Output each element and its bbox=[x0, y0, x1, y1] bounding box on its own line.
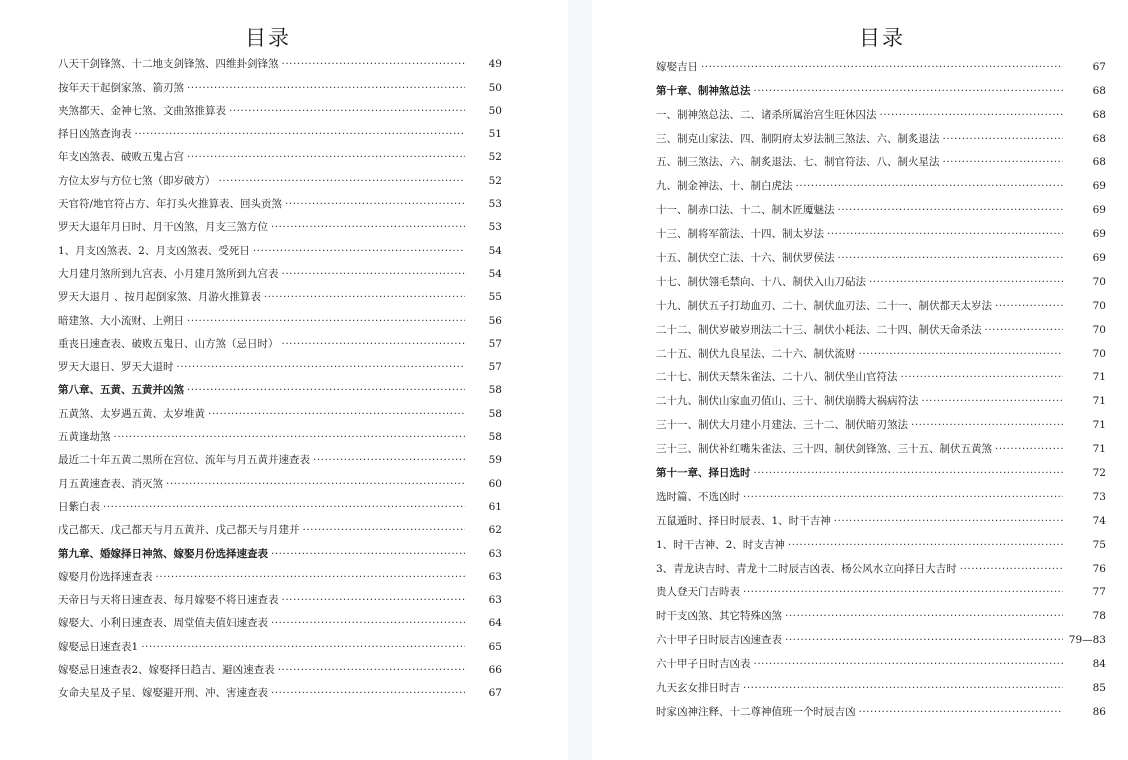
toc-entry-title: 大月建月煞所到九宫表、小月建月煞所到九宫表 bbox=[58, 267, 279, 280]
toc-entry bbox=[656, 623, 1106, 647]
toc-entry-title: 嫁娶大、小利日速查表、周堂值夫值妇速查表 bbox=[58, 617, 268, 630]
toc-entry-page: 57 bbox=[488, 337, 502, 350]
toc-entry-title: 第九章、婚嫁择日神煞、嫁娶月份选择速查表 bbox=[58, 547, 268, 560]
toc-entry-page: 71 bbox=[1092, 443, 1106, 456]
toc-entry-page: 77 bbox=[1092, 586, 1106, 599]
toc-entry bbox=[656, 122, 1106, 146]
toc-leader-dots bbox=[754, 467, 1064, 480]
toc-entry bbox=[58, 514, 502, 537]
toc-entry-title: 第十章、制神煞总法 bbox=[656, 84, 751, 97]
toc-entry bbox=[656, 695, 1106, 719]
toc-entry bbox=[656, 528, 1106, 552]
toc-entry bbox=[656, 265, 1106, 289]
toc-leader-dots bbox=[796, 180, 1064, 193]
toc-entry-title: 罗天大退月 、按月起倒家煞、月游火推算表 bbox=[58, 291, 261, 304]
toc-entry bbox=[58, 491, 502, 514]
toc-entry-page: 68 bbox=[1092, 132, 1106, 145]
toc-entry-page: 73 bbox=[1092, 490, 1106, 503]
toc-entry bbox=[58, 71, 502, 94]
toc-entry-page: 58 bbox=[488, 407, 502, 420]
toc-entry-page: 71 bbox=[1092, 395, 1106, 408]
left-toc-list bbox=[58, 48, 502, 700]
toc-entry bbox=[58, 630, 502, 653]
toc-entry-page: 79—83 bbox=[1068, 634, 1106, 647]
toc-entry-page: 60 bbox=[488, 477, 502, 490]
toc-leader-dots bbox=[743, 682, 1063, 695]
toc-entry-title: 嫁娶月份选择速查表 bbox=[58, 570, 153, 583]
toc-entry bbox=[656, 576, 1106, 600]
toc-entry-title: 嫁娶忌日速查表2、嫁娶择日趋吉、避凶速查表 bbox=[58, 664, 275, 677]
toc-leader-dots bbox=[135, 128, 466, 141]
toc-entry-page: 52 bbox=[488, 151, 502, 164]
toc-entry bbox=[656, 384, 1106, 408]
toc-leader-dots bbox=[271, 548, 465, 561]
toc-leader-dots bbox=[271, 687, 465, 700]
toc-entry-page: 55 bbox=[488, 291, 502, 304]
toc-entry-page: 63 bbox=[488, 547, 502, 560]
toc-entry-title: 月五黄速查表、消灭煞 bbox=[58, 477, 163, 490]
toc-entry bbox=[58, 397, 502, 420]
toc-leader-dots bbox=[187, 384, 465, 397]
toc-leader-dots bbox=[219, 175, 466, 188]
toc-entry bbox=[58, 304, 502, 327]
page-gutter bbox=[568, 0, 592, 760]
toc-leader-dots bbox=[943, 133, 1064, 146]
toc-leader-dots bbox=[859, 348, 1064, 361]
toc-entry-title: 六十甲子日时吉凶表 bbox=[656, 658, 751, 671]
toc-leader-dots bbox=[788, 539, 1063, 552]
toc-entry-title: 一、制神煞总法、二、诸杀所属治宫生旺休囚法 bbox=[656, 108, 877, 121]
toc-entry-title: 1、时干吉神、2、时支吉神 bbox=[656, 538, 785, 551]
toc-entry-title: 最近二十年五黄二黑所在宫位、流年与月五黄并速查表 bbox=[58, 454, 310, 467]
toc-entry-title: 十七、制伏翎毛禁向、十八、制伏入山刀砧法 bbox=[656, 275, 866, 288]
toc-entry-title: 十五、制伏空亡法、十六、制伏罗侯法 bbox=[656, 252, 835, 265]
toc-entry-page: 85 bbox=[1092, 682, 1106, 695]
toc-entry-title: 方位太岁与方位七煞（即岁破方） bbox=[58, 174, 216, 187]
toc-entry bbox=[58, 537, 502, 560]
toc-entry-page: 70 bbox=[1092, 347, 1106, 360]
toc-entry bbox=[58, 654, 502, 677]
toc-entry-title: 二十九、制伏山家血刃值山、三十、制伏崩腾大祸病符法 bbox=[656, 395, 919, 408]
toc-entry-title: 三、制克山家法、四、制阴府太岁法制三煞法、六、制炙退法 bbox=[656, 132, 940, 145]
toc-leader-dots bbox=[754, 85, 1064, 98]
toc-leader-dots bbox=[995, 443, 1063, 456]
toc-entry bbox=[58, 677, 502, 700]
toc-leader-dots bbox=[187, 315, 465, 328]
toc-entry-page: 53 bbox=[488, 221, 502, 234]
toc-leader-dots bbox=[859, 706, 1064, 719]
toc-entry bbox=[656, 599, 1106, 623]
toc-entry bbox=[656, 432, 1106, 456]
toc-entry bbox=[656, 408, 1106, 432]
toc-leader-dots bbox=[995, 300, 1063, 313]
toc-entry-page: 71 bbox=[1092, 419, 1106, 432]
toc-entry-page: 86 bbox=[1092, 705, 1106, 718]
toc-entry-title: 三十三、制伏补红嘴朱雀法、三十四、制伏剑锋煞、三十五、制伏五黄煞 bbox=[656, 443, 992, 456]
toc-entry bbox=[58, 95, 502, 118]
right-page bbox=[592, 0, 1128, 760]
toc-entry-page: 69 bbox=[1092, 204, 1106, 217]
toc-entry-page: 69 bbox=[1092, 228, 1106, 241]
toc-leader-dots bbox=[869, 276, 1063, 289]
toc-entry-page: 50 bbox=[488, 81, 502, 94]
toc-leader-dots bbox=[253, 245, 465, 258]
toc-leader-dots bbox=[785, 634, 1063, 647]
toc-entry-page: 66 bbox=[488, 664, 502, 677]
toc-entry-page: 57 bbox=[488, 361, 502, 374]
toc-leader-dots bbox=[177, 361, 466, 374]
toc-entry bbox=[656, 74, 1106, 98]
toc-entry-title: 八天干剑锋煞、十二地支剑锋煞、四维卦剑锋煞 bbox=[58, 58, 279, 71]
toc-leader-dots bbox=[156, 571, 466, 584]
toc-entry bbox=[58, 584, 502, 607]
toc-entry bbox=[58, 328, 502, 351]
toc-entry-title: 天帝日与天将日速查表、每月嫁娶不将日速查表 bbox=[58, 594, 279, 607]
toc-entry bbox=[656, 671, 1106, 695]
toc-entry bbox=[58, 351, 502, 374]
toc-entry-title: 九、制金神法、十、制白虎法 bbox=[656, 180, 793, 193]
toc-entry-page: 69 bbox=[1092, 252, 1106, 265]
toc-entry-page: 64 bbox=[488, 617, 502, 630]
toc-leader-dots bbox=[282, 338, 466, 351]
toc-entry bbox=[656, 337, 1106, 361]
toc-entry-page: 54 bbox=[488, 244, 502, 257]
toc-entry-page: 74 bbox=[1092, 514, 1106, 527]
toc-entry-title: 十九、制伏五子打劫血刃、二十、制伏血刃法、二十一、制伏都天太岁法 bbox=[656, 299, 992, 312]
toc-entry-page: 63 bbox=[488, 570, 502, 583]
toc-entry-title: 罗天大退年月日时、月干凶煞，月支三煞方位 bbox=[58, 221, 268, 234]
toc-entry bbox=[656, 289, 1106, 313]
toc-leader-dots bbox=[834, 515, 1063, 528]
toc-leader-dots bbox=[943, 156, 1064, 169]
toc-entry-title: 贵人登天门吉時表 bbox=[656, 586, 740, 599]
toc-entry-title: 夹煞都天、金神七煞、文曲煞推算表 bbox=[58, 104, 226, 117]
toc-entry bbox=[656, 456, 1106, 480]
toc-leader-dots bbox=[313, 454, 465, 467]
toc-entry-title: 女命夫星及子星、嫁娶避开刑、冲、害速查表 bbox=[58, 687, 268, 700]
toc-entry-page: 59 bbox=[488, 454, 502, 467]
toc-entry bbox=[656, 361, 1106, 385]
toc-entry bbox=[656, 313, 1106, 337]
toc-leader-dots bbox=[166, 478, 465, 491]
toc-entry-title: 时干支凶煞、其它特殊凶煞 bbox=[656, 610, 782, 623]
toc-entry-title: 第十一章、择日选时 bbox=[656, 467, 751, 480]
toc-entry bbox=[58, 467, 502, 490]
toc-entry-title: 二十七、制伏天禁朱雀法、二十八、制伏坐山官符法 bbox=[656, 371, 898, 384]
toc-entry-title: 日紫白表 bbox=[58, 500, 100, 513]
toc-entry-page: 58 bbox=[488, 384, 502, 397]
toc-leader-dots bbox=[187, 151, 465, 164]
toc-entry-page: 61 bbox=[488, 500, 502, 513]
toc-entry-title: 九天玄女排日时吉 bbox=[656, 682, 740, 695]
toc-entry-page: 68 bbox=[1092, 156, 1106, 169]
toc-entry-title: 年支凶煞表、破败五鬼占宫 bbox=[58, 151, 184, 164]
toc-leader-dots bbox=[282, 58, 466, 71]
toc-leader-dots bbox=[880, 109, 1064, 122]
toc-entry-page: 49 bbox=[488, 58, 502, 71]
toc-leader-dots bbox=[303, 524, 466, 537]
toc-leader-dots bbox=[985, 324, 1064, 337]
toc-entry-title: 嫁娶吉日 bbox=[656, 60, 698, 73]
toc-entry bbox=[58, 607, 502, 630]
left-page-title: 目录 bbox=[245, 26, 291, 50]
toc-entry bbox=[58, 281, 502, 304]
toc-leader-dots bbox=[785, 610, 1063, 623]
toc-entry bbox=[656, 504, 1106, 528]
toc-entry-page: 76 bbox=[1092, 562, 1106, 575]
toc-entry bbox=[58, 141, 502, 164]
toc-entry-title: 1、月支凶煞表、2、月支凶煞表、受死日 bbox=[58, 244, 250, 257]
toc-entry-page: 70 bbox=[1092, 275, 1106, 288]
toc-entry-title: 五黄煞、太岁遇五黄、太岁堆黄 bbox=[58, 407, 205, 420]
toc-leader-dots bbox=[278, 664, 465, 677]
toc-entry-page: 69 bbox=[1092, 180, 1106, 193]
toc-entry bbox=[58, 444, 502, 467]
toc-entry bbox=[58, 48, 502, 71]
toc-entry-title: 二十五、制伏九良星法、二十六、制伏流财 bbox=[656, 347, 856, 360]
toc-entry-title: 时家凶神注释、十二尊神值班一个时辰吉凶 bbox=[656, 705, 856, 718]
toc-entry bbox=[656, 241, 1106, 265]
toc-leader-dots bbox=[208, 408, 465, 421]
toc-entry-page: 58 bbox=[488, 431, 502, 444]
toc-leader-dots bbox=[743, 586, 1063, 599]
toc-entry-title: 第八章、五黄、五黄并凶煞 bbox=[58, 384, 184, 397]
toc-leader-dots bbox=[114, 431, 466, 444]
toc-entry bbox=[58, 118, 502, 141]
toc-entry-page: 75 bbox=[1092, 538, 1106, 551]
toc-leader-dots bbox=[754, 658, 1064, 671]
toc-entry bbox=[58, 234, 502, 257]
toc-entry-page: 68 bbox=[1092, 84, 1106, 97]
toc-entry-page: 53 bbox=[488, 198, 502, 211]
toc-entry-page: 67 bbox=[1092, 60, 1106, 73]
toc-entry-page: 72 bbox=[1092, 467, 1106, 480]
toc-entry bbox=[656, 169, 1106, 193]
toc-entry-title: 戊己都天、戊己都天与月五黄并、戊己都天与月建并 bbox=[58, 524, 300, 537]
toc-entry-page: 84 bbox=[1092, 658, 1106, 671]
toc-leader-dots bbox=[827, 228, 1063, 241]
toc-entry-page: 52 bbox=[488, 174, 502, 187]
toc-entry-title: 五鼠遁时、择日时辰表、1、时干吉神 bbox=[656, 514, 831, 527]
toc-entry-title: 天官符/地官符占方、年打头火推算表、回头贡煞 bbox=[58, 198, 283, 211]
right-page-title: 目录 bbox=[859, 26, 905, 50]
toc-leader-dots bbox=[271, 221, 465, 234]
toc-entry-page: 50 bbox=[488, 104, 502, 117]
toc-leader-dots bbox=[264, 291, 465, 304]
toc-entry bbox=[656, 50, 1106, 74]
toc-entry-title: 择日凶煞查询表 bbox=[58, 128, 132, 141]
toc-entry-title: 五黄逢劫煞 bbox=[58, 431, 111, 444]
toc-leader-dots bbox=[922, 395, 1064, 408]
toc-entry-title: 五、制三煞法、六、制炙退法、七、制官符法、八、制火星法 bbox=[656, 156, 940, 169]
toc-leader-dots bbox=[229, 105, 465, 118]
toc-leader-dots bbox=[838, 252, 1064, 265]
toc-entry bbox=[656, 217, 1106, 241]
toc-entry bbox=[58, 374, 502, 397]
toc-leader-dots bbox=[282, 268, 466, 281]
toc-entry-page: 71 bbox=[1092, 371, 1106, 384]
toc-entry-page: 54 bbox=[488, 267, 502, 280]
toc-entry bbox=[58, 188, 502, 211]
toc-entry-page: 63 bbox=[488, 594, 502, 607]
toc-entry bbox=[656, 146, 1106, 170]
toc-entry-page: 68 bbox=[1092, 108, 1106, 121]
toc-entry bbox=[58, 211, 502, 234]
toc-leader-dots bbox=[701, 61, 1063, 74]
toc-entry-title: 重丧日速查表、破败五鬼日、山方煞（忌日时） bbox=[58, 337, 279, 350]
toc-entry-title: 十一、制赤口法、十二、制木匠魇魅法 bbox=[656, 204, 835, 217]
toc-leader-dots bbox=[282, 594, 466, 607]
toc-entry bbox=[656, 98, 1106, 122]
toc-entry bbox=[58, 258, 502, 281]
toc-leader-dots bbox=[141, 641, 465, 654]
toc-leader-dots bbox=[103, 501, 465, 514]
toc-entry-page: 70 bbox=[1092, 323, 1106, 336]
toc-entry-title: 二十二、制伏岁破岁刑法二十三、制伏小耗法、二十四、制伏天命杀法 bbox=[656, 323, 982, 336]
toc-entry-page: 78 bbox=[1092, 610, 1106, 623]
toc-entry bbox=[656, 647, 1106, 671]
toc-leader-dots bbox=[960, 563, 1063, 576]
toc-entry-title: 选时篇、不选凶时 bbox=[656, 490, 740, 503]
toc-entry bbox=[58, 561, 502, 584]
toc-leader-dots bbox=[743, 491, 1063, 504]
toc-entry-title: 六十甲子日时辰吉凶速查表 bbox=[656, 634, 782, 647]
toc-entry-title: 3、青龙诀吉时、青龙十二时辰吉凶表、杨公风水立向择日大吉时 bbox=[656, 562, 957, 575]
toc-leader-dots bbox=[285, 198, 465, 211]
toc-entry-title: 暗建煞、大小流财、上朔日 bbox=[58, 314, 184, 327]
toc-leader-dots bbox=[271, 617, 465, 630]
toc-leader-dots bbox=[187, 82, 465, 95]
toc-entry-title: 十三、制将军箭法、十四、制太岁法 bbox=[656, 228, 824, 241]
toc-entry-page: 70 bbox=[1092, 299, 1106, 312]
toc-entry-page: 56 bbox=[488, 314, 502, 327]
toc-entry-page: 51 bbox=[488, 128, 502, 141]
toc-entry-page: 62 bbox=[488, 524, 502, 537]
toc-entry-page: 65 bbox=[488, 640, 502, 653]
toc-leader-dots bbox=[901, 371, 1064, 384]
toc-entry bbox=[656, 552, 1106, 576]
toc-entry-title: 嫁娶忌日速查表1 bbox=[58, 640, 139, 653]
toc-entry-title: 按年天干起倒家煞、箭刃煞 bbox=[58, 81, 184, 94]
toc-entry-title: 三十一、制伏大月建小月建法、三十二、制伏暗刃煞法 bbox=[656, 419, 908, 432]
toc-entry bbox=[58, 421, 502, 444]
toc-entry bbox=[656, 193, 1106, 217]
toc-entry bbox=[58, 164, 502, 187]
toc-entry-title: 罗天大退日、罗天大退时 bbox=[58, 361, 174, 374]
toc-entry-page: 67 bbox=[488, 687, 502, 700]
toc-entry bbox=[656, 480, 1106, 504]
toc-leader-dots bbox=[911, 419, 1063, 432]
toc-leader-dots bbox=[838, 204, 1064, 217]
right-toc-list bbox=[656, 50, 1106, 719]
